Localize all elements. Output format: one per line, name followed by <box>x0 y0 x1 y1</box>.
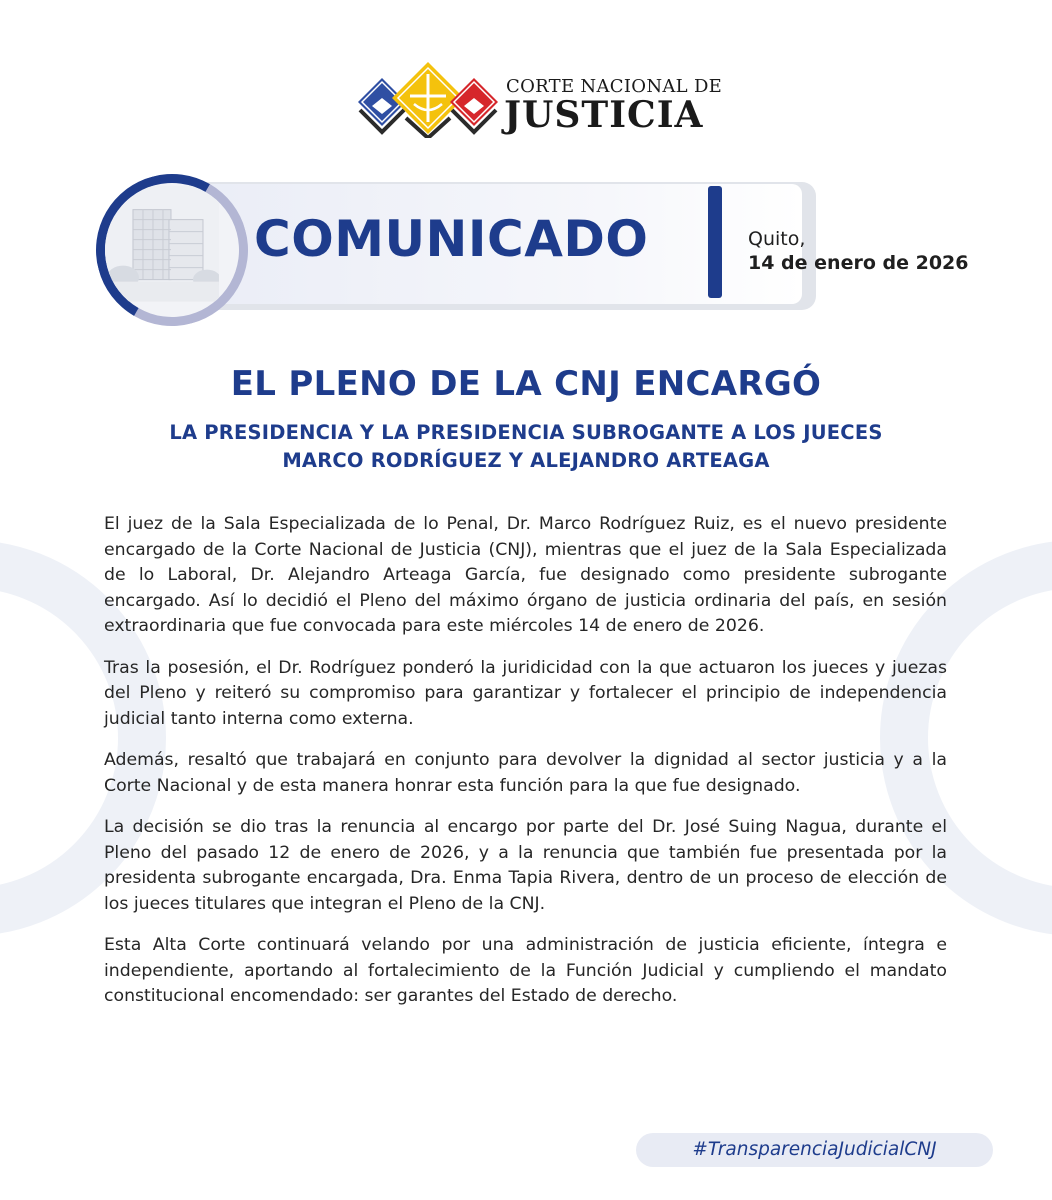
paragraph: La decisión se dio tras la renuncia al encargo por parte del Dr. José Suing Nagua, durante el Pleno del pasado 12 de enero de 2026, y a la renuncia que también fue presentada por la presidenta subrogante encargada, Dra. Enma Tapia Rivera, dentro de un proceso de elección de los jueces titulares que integran el Pleno de la CNJ. <box>104 817 947 914</box>
hashtag-pill[interactable]: #TransparenciaJudicialCNJ <box>636 1133 993 1167</box>
cnj-logo <box>358 60 723 138</box>
paragraph: El juez de la Sala Especializada de lo Penal, Dr. Marco Rodríguez Ruiz, es el nuevo presidente encargado de la Corte Nacional de Justicia (CNJ), mientras que el juez de la Sala Especializada de lo Laboral, Dr. Alejandro Arteaga García, fue designado como presidente subrogante encargado. Así lo decidió el Pleno del máximo órgano de justicia ordinaria del país, en sesión extraordinaria que fue convocada para este miércoles 14 de enero de 2026. <box>104 514 947 636</box>
logo-line-1: CORTE NACIONAL DE <box>506 76 723 97</box>
headline: EL PLENO DE LA CNJ ENCARGÓ <box>230 364 822 404</box>
paragraph: Tras la posesión, el Dr. Rodríguez ponderó la juridicidad con la que actuaron los jueces y juezas del Pleno y reiteró su compromiso para garantizar y fortalecer el principio de independencia judicial tanto interna como externa. <box>104 657 947 729</box>
building-icon <box>103 186 219 302</box>
article-body <box>104 512 947 1026</box>
date-label: 14 de enero de 2026 <box>748 252 969 274</box>
paragraph: Además, resaltó que trabajará en conjunto para devolver la dignidad al sector justicia y a la Corte Nacional y de esta manera honrar esta función para la que fue designado. <box>104 750 947 796</box>
subheadline-line-1: LA PRESIDENCIA Y LA PRESIDENCIA SUBROGANTE A LOS JUECES <box>169 421 883 444</box>
comunicado-banner <box>96 174 736 326</box>
paragraph: Esta Alta Corte continuará velando por una administración de justicia eficiente, íntegra e independiente, aportando al fortalecimiento de la Función Judicial y cumpliendo el mandato constitucional encomendado: ser garantes del Estado de derecho. <box>104 935 947 1006</box>
banner-title: COMUNICADO <box>254 210 649 268</box>
logo-line-2: JUSTICIA <box>504 94 704 136</box>
cnj-emblem-icon <box>358 60 498 138</box>
place-label: Quito, <box>748 228 806 250</box>
banner-accent-bar <box>708 186 722 298</box>
subheadline-line-2: MARCO RODRÍGUEZ Y ALEJANDRO ARTEAGA <box>282 449 770 472</box>
